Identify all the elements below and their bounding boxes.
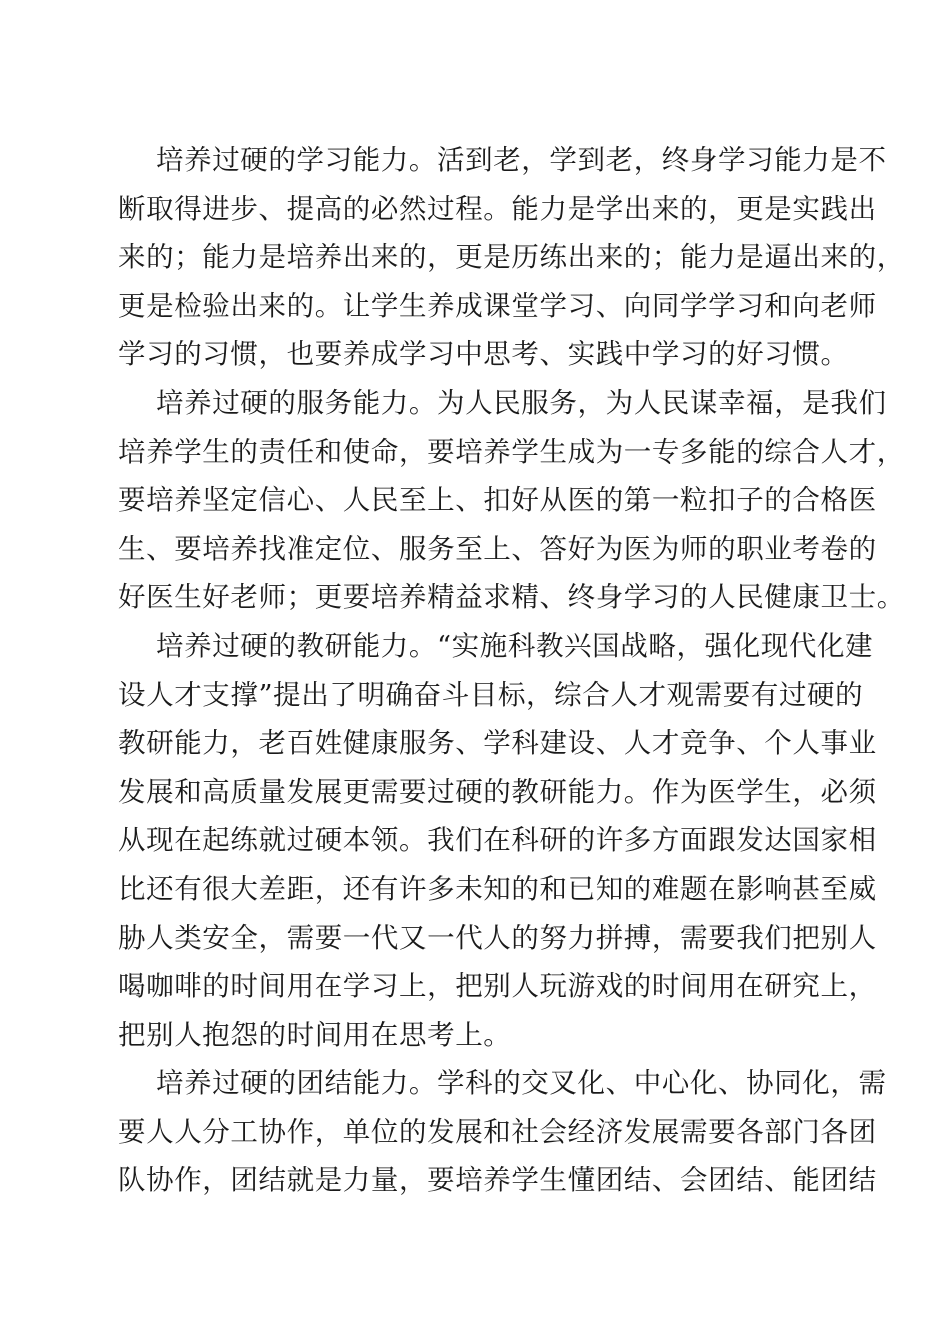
paragraph-3-line-6: 比还有很大差距，还有许多未知的和已知的难题在影响甚至威: [118, 872, 877, 905]
paragraph-1-line-2: 断取得进步、提高的必然过程。能力是学出来的，更是实践出: [118, 192, 877, 225]
paragraph-3-line-5: 从现在起练就过硬本领。我们在科研的许多方面跟发达国家相: [118, 824, 877, 857]
paragraph-2-line-4: 生、要培养找准定位、服务至上、答好为医为师的职业考卷的: [118, 532, 877, 565]
paragraph-3-line-4: 发展和高质量发展更需要过硬的教研能力。作为医学生，必须: [118, 775, 877, 808]
paragraph-3-line-9: 把别人抱怨的时间用在思考上。: [118, 1018, 512, 1051]
paragraph-2-line-1: 培养过硬的服务能力。为人民服务，为人民谋幸福，是我们: [156, 386, 887, 419]
paragraph-4-line-2: 要人人分工协作，单位的发展和社会经济发展需要各部门各团: [118, 1115, 877, 1148]
paragraph-1-line-5: 学习的习惯，也要养成学习中思考、实践中学习的好习惯。: [118, 338, 849, 371]
paragraph-2-line-5: 好医生好老师；更要培养精益求精、终身学习的人民健康卫士。: [118, 581, 905, 614]
paragraph-2-line-3: 要培养坚定信心、人民至上、扣好从医的第一粒扣子的合格医: [118, 484, 877, 517]
paragraph-3-line-8: 喝咖啡的时间用在学习上，把别人玩游戏的时间用在研究上，: [118, 970, 877, 1003]
paragraph-1-line-3: 来的；能力是培养出来的，更是历练出来的；能力是逼出来的，: [118, 241, 905, 274]
paragraph-3-line-1: 培养过硬的教研能力。“实施科教兴国战略，强化现代化建: [156, 629, 874, 662]
body-text: [118, 136, 905, 1205]
paragraph-3-line-2: 设人才支撑”提出了明确奋斗目标，综合人才观需要有过硬的: [118, 678, 864, 711]
paragraph-4-line-1: 培养过硬的团结能力。学科的交叉化、中心化、协同化，需: [156, 1067, 887, 1100]
paragraph-4-line-3: 队协作，团结就是力量，要培养学生懂团结、会团结、能团结: [118, 1164, 877, 1197]
paragraph-2-line-2: 培养学生的责任和使命，要培养学生成为一专多能的综合人才，: [118, 435, 905, 468]
paragraph-3-line-7: 胁人类安全，需要一代又一代人的努力拼搏，需要我们把别人: [118, 921, 877, 954]
paragraph-3-line-3: 教研能力，老百姓健康服务、学科建设、人才竞争、个人事业: [118, 727, 877, 760]
paragraph-1-line-4: 更是检验出来的。让学生养成课堂学习、向同学学习和向老师: [118, 289, 877, 322]
paragraph-1-line-1: 培养过硬的学习能力。活到老，学到老，终身学习能力是不: [156, 144, 887, 176]
